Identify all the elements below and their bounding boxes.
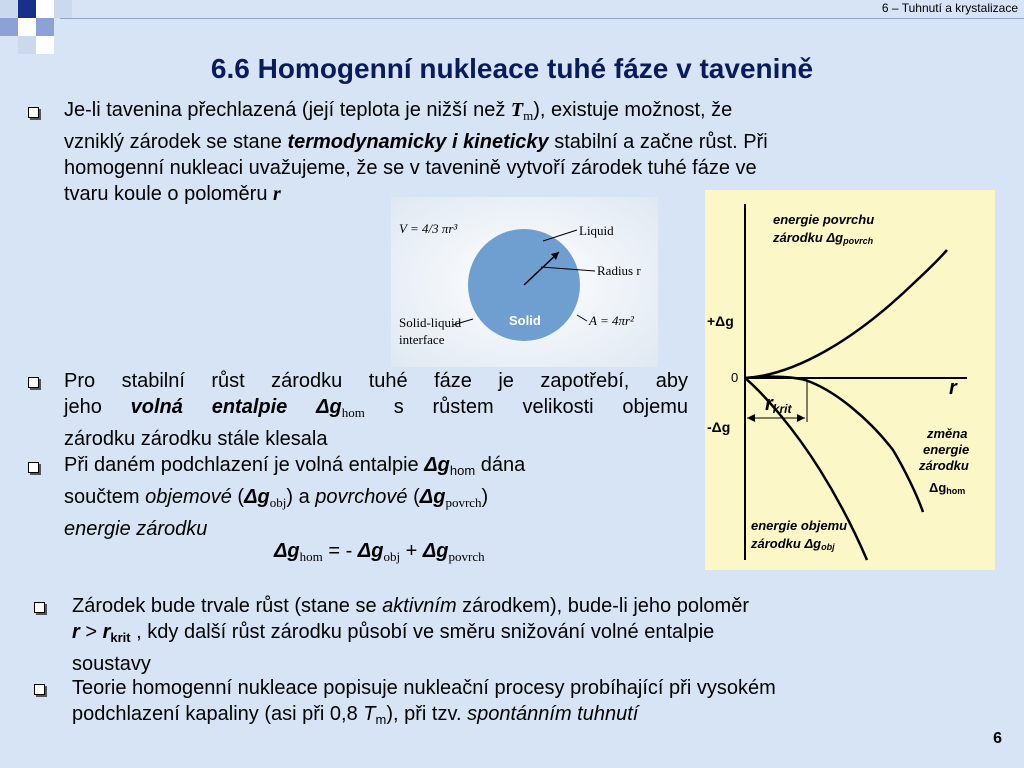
volume-label-1: energie objemu	[751, 518, 848, 533]
equation: $\Delta g_{hom}$ = - $\Delta g_{obj} + \Delta g_{povrch}$	[274, 540, 485, 564]
slide-title: 6.6 Homogenní nukleace tuhé fáze v tavenině	[210, 53, 814, 84]
chapter-label: 6 – Tuhnutí a krystalizace	[881, 1, 1018, 15]
interface-label-1: Solid-liquid	[399, 315, 462, 330]
solid-label: Solid	[509, 313, 541, 328]
r-axis-label: r	[949, 377, 957, 399]
change-label-3: zárodku	[919, 458, 969, 473]
bullet-icon	[28, 462, 39, 473]
paragraph-1: Je-li tavenina přechlazená (její teplota je nižší než $T_m$), existuje možnost, že vzniklý zárodek se stane termodynamicky i kineticky stabilní a začne růst. Při homogenní nukleaci uvažujeme, že se v tavenině vytvoří zárodek tuhé fáze ve tvaru koule o poloměru r	[64, 99, 768, 205]
decorative-squares	[0, 0, 80, 60]
surface-label-1: energie povrchu	[773, 212, 875, 227]
minus-g-label: -Δg	[707, 419, 731, 435]
bullet-icon	[28, 107, 39, 118]
volume-formula: V = 4/3 πr³	[399, 221, 458, 236]
volume-label-2: zárodku Δgobj	[751, 536, 835, 552]
bullet-icon	[34, 684, 45, 695]
bullet-icon	[34, 602, 45, 613]
liquid-label: Liquid	[579, 223, 614, 238]
paragraph-2: Pro stabilní růst zárodku tuhé fáze je zapotřebí, aby jeho volná entalpie $\Delta g_{hom}$ s růstem velikosti objemu zárodku zárodku stále klesala	[64, 370, 689, 450]
page-number: 6	[993, 730, 1002, 747]
change-label-4: Δghom	[929, 480, 966, 496]
header-divider	[60, 18, 1024, 19]
change-label-1: změna	[927, 426, 968, 441]
nucleation-energy-graph	[705, 190, 995, 570]
interface-label-2: interface	[399, 332, 445, 347]
paragraph-3: Při daném podchlazení je volná entalpie $\Delta g_{hom}$ dána součtem objemové $(\Delta g_{obj})$ a povrchové $(\Delta g_{povrch})$ energie zárodku	[64, 454, 526, 540]
zero-label: 0	[731, 370, 739, 385]
sphere-figure	[391, 197, 658, 367]
paragraph-4: Zárodek bude trvale růst (stane se aktivním zárodkem), bude-li jeho poloměr $r > r_{krit}$ , kdy další růst zárodku působí ve směru snižování volné entalpie soustavy	[72, 595, 749, 675]
rkrit-label: rkrit	[765, 393, 792, 416]
bullet-icon	[28, 377, 39, 388]
radius-label: Radius r	[597, 263, 641, 278]
paragraph-5: Teorie homogenní nukleace popisuje nukleační procesy probíhající při vysokém podchlazení kapaliny (asi při 0,8 $T_m$), při tzv. spontánním tuhnutí	[72, 677, 776, 727]
surface-label-2: zárodku Δgpovrch	[773, 230, 874, 246]
plus-g-label: +Δg	[707, 313, 734, 329]
change-label-2: energie	[923, 442, 970, 457]
area-formula: A = 4πr²	[589, 313, 634, 328]
